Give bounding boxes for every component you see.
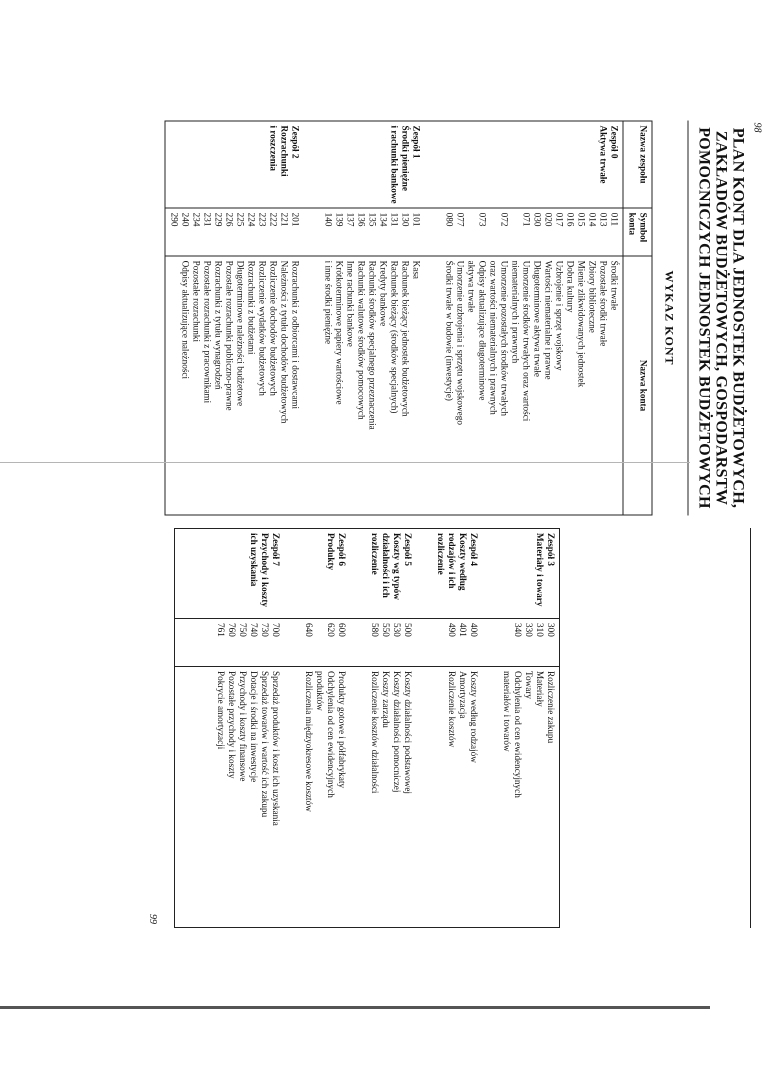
page-number: 99 [147, 914, 158, 924]
page-edge-shadow [0, 462, 690, 463]
table-row [432, 529, 482, 928]
table-row [300, 529, 350, 928]
group-names-7: Sprzedaż produktów i koszt ich uzyskania Sprzedaż towarów i wartość ich zakupu Dotacje i środki na inwestycje Przychody i koszty finansowe Pozostałe przychody i koszty Pokrycie amortyzacji [175, 667, 285, 928]
table-row [498, 529, 560, 928]
group-name-1: Zespół 1 Środki pieniężne i rachunki bankowe [320, 121, 425, 208]
table-row [441, 121, 624, 515]
group-name-3: Zespół 3 Materiały i towary [498, 529, 560, 619]
group-name-6: Zespół 6 Produkty [300, 529, 350, 619]
group-names-2: Rozrachunki z odbiorcami i dostawcami Należności z tytułu dochodów budżetowych Rozliczenie dochodów budżetowych Rozliczenie wydatków budżetowych Rozrachunki z budżetami Długoterminowe należności budżetowe Pozostałe rozrachunki publiczno-prawne Rozrachunki z tytułu wynagrodzeń Pozostałe rozrachunki z pracownikami Pozostałe rozrachunki Odpisy aktualizujące należności [165, 256, 304, 515]
group-name-4: Zespół 4 Koszty według rodzajów i ich rozliczenie [432, 529, 482, 619]
group-names-3: Rozliczenie zakupu Materiały Towary Odchylenia od cen ewidencyjnych materiałów i towarów [498, 667, 560, 928]
scan-page-98 [155, 121, 765, 516]
group-names-6: Produkty gotowe i półfabrykaty Odchylenia od cen ewidencyjnych produktów Rozliczenia międzyokresowe kosztów [300, 667, 350, 928]
accounts-table-continued [174, 528, 560, 928]
group-symbols-0: 011 013 014 015 016 017 020 030 071 072 073 077 080 [441, 208, 624, 256]
section-title: WYKAZ KONT [662, 270, 677, 366]
group-name-2: Zespół 2 Rozrachunki i roszczenia [165, 121, 304, 208]
group-symbols-1: 101 130 131 134 135 136 137 139 140 [320, 208, 425, 256]
accounts-table [165, 121, 653, 516]
top-rule [750, 528, 751, 928]
group-name-5: Zespół 5 Koszty wg typów działalności i ich rozliczenie [366, 529, 416, 619]
table-row [320, 121, 425, 515]
group-symbols-5: 500 530 550 580 [366, 619, 416, 667]
group-names-1: Kasa Rachunek bieżący jednostek budżetowych Rachunek bieżący (środków specjalnych) Kredyty bankowe Rachunki środków specjalnego przeznaczenia Rachunki walutowe środków pomocowych Inne rachunki bankowe Krótkoterminowe papiery wartościowe i inne środki pieniężne [320, 256, 425, 515]
header-symbol: Symbol konta [623, 208, 652, 256]
group-names-4: Koszty według rodzajów Amortyzacja Rozliczenie kosztów [432, 667, 482, 928]
scan-page-99 [145, 528, 765, 928]
document-title: PLAN KONT DLA JEDNOSTEK BUDŻETOWYCH, ZAKŁADÓW BUDŻETOWYCH, GOSPODARSTW POMOCNICZYCH JEDNOSTEK BUDŻETOWYCH [695, 127, 747, 509]
table-row [366, 529, 416, 928]
page-number: 98 [751, 122, 763, 133]
header-name: Nazwa konta [623, 256, 652, 515]
group-symbols-7: 700 730 740 750 760 761 [175, 619, 285, 667]
group-symbols-2: 201 221 222 223 224 225 226 229 231 234 240 290 [165, 208, 304, 256]
table-row [175, 529, 285, 928]
group-symbols-4: 400 401 490 [432, 619, 482, 667]
group-names-0: Środki trwałe Pozostałe środki trwałe Zbiory biblioteczne Mienie zlikwidowanych jednostek Dobra kultury Uzbrojenie i sprzęt wojskowy Wartości niematerialne i prawne Długoterminowe aktywa trwałe Umorzenie środków trwałych oraz wartości niematerialnych i prawnych Umorzenie pozostałych środków trwałych oraz wartości niematerialnych i prawnych Odpisy aktualizujące długoterminowe aktywa trwałe Umorzenie uzbrojenia i sprzętu wojskowego Środki trwałe w budowie (inwestycje) [441, 256, 624, 515]
table-row [165, 121, 304, 515]
title-rule [688, 121, 689, 516]
page-edge-shadow-bottom [0, 1006, 710, 1009]
group-symbols-6: 600 620 640 [300, 619, 350, 667]
group-symbols-3: 300 310 330 340 [498, 619, 560, 667]
group-name-0: Zespół 0 Aktywa trwałe [441, 121, 624, 208]
group-names-5: Koszty działalności podstawowej Koszty działalności pomocniczej Koszty zarządu Rozliczenie kosztów działalności [366, 667, 416, 928]
header-group: Nazwa zespołu [623, 121, 652, 208]
group-name-7: Zespół 7 Przychody i koszty ich uzyskania [175, 529, 285, 619]
